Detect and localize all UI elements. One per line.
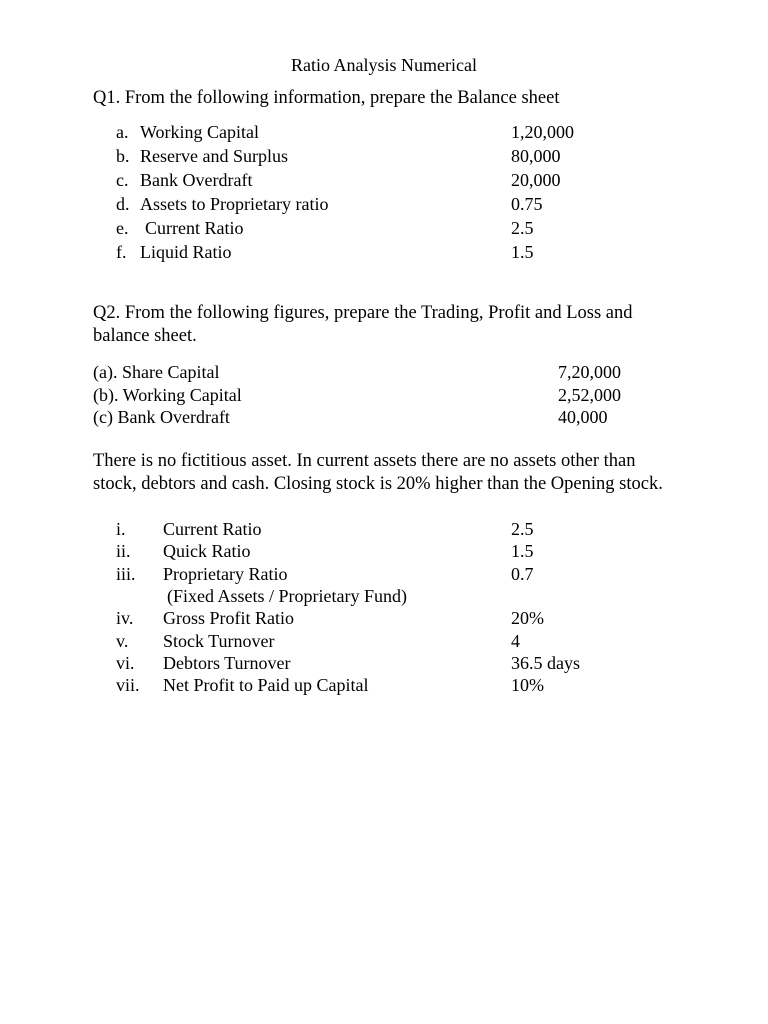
q2-heading: Q2. From the following figures, prepare the Trading, Profit and Loss and balance sheet. xyxy=(93,303,633,346)
ratio-value: 1.5 xyxy=(511,541,534,561)
q1-item-marker: e. xyxy=(116,218,129,238)
q1-item-marker: b. xyxy=(116,146,130,166)
ratio-label: Proprietary Ratio xyxy=(163,564,288,584)
q1-item-value: 0.75 xyxy=(511,194,543,214)
ratio-label: Gross Profit Ratio xyxy=(163,608,295,628)
ratio-marker: vi. xyxy=(116,653,135,673)
ratio-label: Net Profit to Paid up Capital xyxy=(163,675,369,695)
ratio-marker: iii. xyxy=(116,564,136,584)
ratio-marker: iv. xyxy=(116,608,134,628)
q2-paragraph: There is no fictitious asset. In current assets there are no assets other than stock, debtors and cash. Closing stock is 20% higher than the Opening stock. xyxy=(93,451,663,494)
q2-item-value: 2,52,000 xyxy=(558,385,621,405)
q1-heading: Q1. From the following information, prepare the Balance sheet xyxy=(93,88,560,108)
ratio-label: Current Ratio xyxy=(163,519,262,539)
q1-item-marker: f. xyxy=(116,242,127,262)
q2-item-label: (b). Working Capital xyxy=(93,385,242,405)
q2-item-label: (c) Bank Overdraft xyxy=(93,407,230,427)
q1-item-label: Current Ratio xyxy=(145,218,244,238)
q2-item-value: 40,000 xyxy=(558,407,608,427)
q1-item-value: 20,000 xyxy=(511,170,561,190)
q1-item-value: 1.5 xyxy=(511,242,534,262)
q1-item-label: Bank Overdraft xyxy=(140,170,253,190)
q1-item-marker: a. xyxy=(116,122,129,142)
q1-item-label: Working Capital xyxy=(140,122,260,142)
ratio-value: 2.5 xyxy=(511,519,534,539)
ratio-value: 36.5 days xyxy=(511,653,580,673)
q1-item-label: Liquid Ratio xyxy=(140,242,232,262)
ratio-label: Debtors Turnover xyxy=(163,653,291,673)
ratio-marker: ii. xyxy=(116,541,131,561)
q2-item-value: 7,20,000 xyxy=(558,362,621,382)
proprietary-ratio-note: (Fixed Assets / Proprietary Fund) xyxy=(167,586,407,606)
q1-item-marker: c. xyxy=(116,170,129,190)
q1-item-value: 1,20,000 xyxy=(511,122,574,142)
ratio-label: Stock Turnover xyxy=(163,631,275,651)
q1-item-label: Assets to Proprietary ratio xyxy=(140,194,329,214)
q1-item-marker: d. xyxy=(116,194,130,214)
ratio-value: 0.7 xyxy=(511,564,534,584)
ratio-value: 20% xyxy=(511,608,544,628)
ratio-marker: vii. xyxy=(116,675,140,695)
document-title: Ratio Analysis Numerical xyxy=(291,55,477,75)
q1-item-value: 80,000 xyxy=(511,146,561,166)
ratio-value: 4 xyxy=(511,631,520,651)
q1-item-value: 2.5 xyxy=(511,218,534,238)
ratio-marker: i. xyxy=(116,519,126,539)
q2-item-label: (a). Share Capital xyxy=(93,362,220,382)
ratio-label: Quick Ratio xyxy=(163,541,251,561)
q1-item-label: Reserve and Surplus xyxy=(140,146,288,166)
ratio-value: 10% xyxy=(511,675,544,695)
ratio-marker: v. xyxy=(116,631,129,651)
